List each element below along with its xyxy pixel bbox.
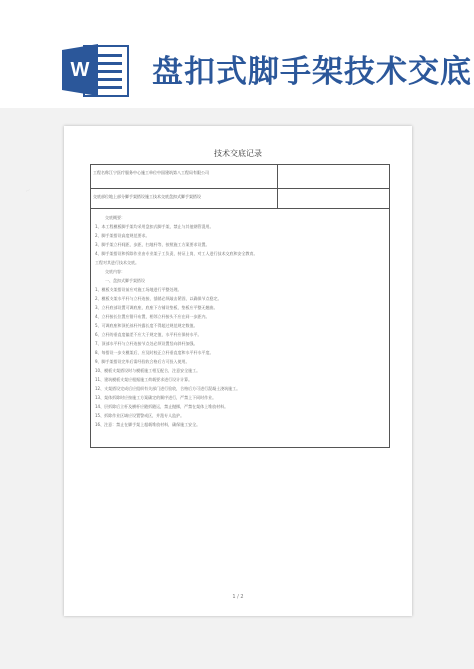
document-page — [64, 126, 412, 616]
content-line: 工程对其进行技术交底。 — [95, 260, 139, 265]
content-line: 2、模板支架水平杆与立杆连接，插销必须敲击紧固，以确保节点稳定。 — [95, 296, 222, 301]
disclosure-table — [90, 164, 390, 448]
document-title: 技术交底记录 — [214, 149, 262, 158]
content-line: 14、层拆除后立杆及横杆应随拆随运，禁止抛掷，严禁在架体上堆放材料。 — [95, 404, 229, 409]
cell-divider — [277, 189, 278, 208]
topic-cell: 交底部位地上部分脚手架搭设施工技术交底盘扣式脚手架搭设 — [93, 194, 201, 199]
content-line: 一、盘扣式脚手架搭设 — [105, 278, 145, 283]
content-line: 交底内容： — [105, 269, 125, 274]
content-line: 11、建筑模板支架应根据施工荷载要求进行设计计算。 — [95, 377, 193, 382]
content-line: 3、脚手架立杆间距、步距、扫地杆等，按照施工方案要求设置。 — [95, 242, 210, 247]
word-document-icon — [62, 42, 130, 98]
table-row-topic — [91, 189, 389, 209]
content-line: 1、模板支架搭设前应对施工场地进行平整处理。 — [95, 287, 182, 292]
table-row-project — [91, 165, 389, 189]
word-icon-letter: W — [70, 59, 90, 81]
content-line: 6、立杆的垂直度偏差不应大于规定值，水平杆应保持水平。 — [95, 332, 202, 337]
project-cell: 工程名称江宁医疗服务中心施工单位中国建筑第八工程局有限公司 — [93, 170, 209, 175]
content-line: 13、架体拆除时应按施工方案确定的顺序进行，严禁上下同时作业。 — [95, 395, 217, 400]
content-line: 交底概要： — [105, 215, 125, 220]
content-line: 1、本工程模板脚手架均采用盘扣式脚手架，禁止与其他钢管混用。 — [95, 224, 214, 229]
content-line: 12、支架搭设完成后应组织有关部门进行验收，合格后方可进行混凝土浇筑施工。 — [95, 386, 241, 391]
banner-title: 盘扣式脚手架技术交底 — [152, 54, 472, 90]
content-line: 4、立杆接长位置应错开布置，相邻立杆接头不应在同一步距内。 — [95, 314, 210, 319]
content-line: 3、立杆底部设置可调底座，底座下方铺设垫板，垫板应平整无翘曲。 — [95, 305, 218, 310]
content-line: 8、每搭设一步支模架后，应及时校正立杆垂直度和水平杆水平度。 — [95, 350, 214, 355]
content-line: 15、拆除作业区域应设置警戒区，并派专人监护。 — [95, 413, 185, 418]
banner — [0, 0, 474, 108]
disclosure-content — [91, 209, 389, 447]
content-line: 7、顶部水平杆与立杆连接节点处必须设置竖向斜杆加强。 — [95, 341, 198, 346]
content-line: 10、模板支架搭设时与模板施工相互配合，注意安全施工。 — [95, 368, 201, 373]
watermark: ~ — [23, 185, 33, 196]
content-line: 2、脚手架搭设高度规范要求。 — [95, 233, 150, 238]
content-line: 9、脚手架搭设完毕后需经验收合格后方可投入使用。 — [95, 359, 190, 364]
content-line: 4、脚手架搭设和拆除作业由专业架子工负责，持证上岗，对工人进行技术交底和安全教育。 — [95, 251, 258, 256]
content-line: 16、注意：禁止在脚手架上超载堆放材料，确保施工安全。 — [95, 422, 201, 427]
page-number: 1 / 2 — [232, 594, 244, 600]
content-line: 5、可调底座和顶托丝杆外露长度不得超过规范规定数值。 — [95, 323, 198, 328]
cell-divider — [277, 165, 278, 188]
